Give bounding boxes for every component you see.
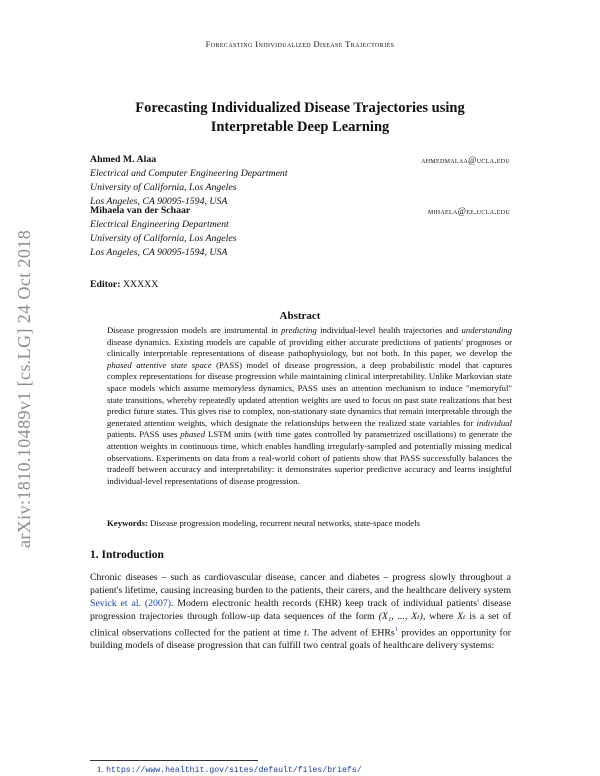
title-line-2: Interpretable Deep Learning — [210, 119, 390, 135]
math-expression: (X₁, ..., Xₜ) — [378, 611, 423, 622]
abstract-segment: Disease progression models are instrumental in — [107, 325, 282, 335]
introduction-paragraph — [90, 571, 511, 652]
math-expression: t — [303, 627, 307, 639]
editor-value: XXXXX — [122, 279, 159, 290]
intro-segment: . The advent of EHRs — [306, 627, 395, 639]
abstract-segment: (PASS) model of disease progression, a deep probabilistic model that captures complex representations for disease progression while maintaining clinical interpretability. Unlike Markovian state space models which assume memoryless dynamics, PASS uses an attention mechanism to induce "memoryful" state transitions, whereby repeatedly updated attention weights are used to focus on past state realizations that best predict future states. This gives rise to complex, non-stationary state dynamics that remain interpretable through the generated attention weights, which designate the relationships between the realized state variables for — [107, 359, 512, 428]
intro-segment: Chronic diseases – such as cardiovascular disease, cancer and diabetes – progress slowly throughout a patient's lifetime, causing increasing burden to the patients, their carers, and the healthcare delivery system — [90, 572, 511, 596]
author-affiliation-line: Los Angeles, CA 90095-1594, USA — [90, 247, 228, 258]
author-affiliation-line: University of California, Los Angeles — [90, 182, 237, 193]
author-affiliation-line: Electrical Engineering Department — [90, 219, 229, 230]
title-line-1: Forecasting Individualized Disease Trajectories using — [135, 100, 465, 116]
author-block-1 — [90, 153, 510, 209]
intro-segment: . Modern electronic health records (EHR) keep track of individual patients' disease progression trajectories through follow-up data sequences of the form — [90, 598, 511, 622]
author-affiliation-line: University of California, Los Angeles — [90, 233, 237, 244]
abstract-emphasis: individual — [476, 417, 512, 428]
abstract-heading: Abstract — [279, 310, 321, 322]
footnote-marker[interactable]: 1 — [394, 626, 398, 633]
footnote-number: 1. — [97, 765, 104, 774]
abstract-segment: disease dynamics. Existing models are capable of providing either accurate predictions of patients' prognoses or clinically interpretable representations of disease pathophysiology, but not both. In this paper, we develop the — [107, 336, 512, 359]
abstract-emphasis: predicting — [281, 325, 317, 335]
author-affiliation-line: Los Angeles, CA 90095-1594, USA — [90, 196, 228, 207]
citation-link[interactable]: Sevick et al. (2007) — [90, 598, 171, 609]
abstract-text — [107, 325, 512, 487]
abstract-emphasis: phased — [180, 429, 206, 440]
editor-label: Editor: — [90, 279, 121, 290]
intro-segment: is a set of clinical observations collected for the patient at time — [90, 611, 512, 639]
running-head: Forecasting Individualized Disease Trajectories — [205, 39, 395, 49]
author-affiliation-line: Electrical and Computer Engineering Department — [90, 168, 288, 179]
footnote-url-link[interactable]: https://www.healthit.gov/sites/default/files/briefs/ — [106, 766, 362, 775]
abstract-segment: patients. PASS uses — [107, 429, 181, 440]
author-email[interactable]: ahmedmalaa@ucla.edu — [421, 155, 510, 165]
intro-segment: provides an opportunity for building models of disease progression that can fulfill two central goals of healthcare delivery systems: — [90, 627, 511, 652]
editor-line — [90, 279, 158, 290]
abstract-segment: LSTM units (with time gates controlled by parametrized oscillations) to generate the attention weights in continuous time, which enables handling irregularly-sampled and potentially missing medical observations. Experiments on data from a real-world cohort of patients show that PASS successfully balances the tradeoff between accuracy and interpretability: it demonstrates superior predictive accuracy and learns insightful individual-level representations of disease progression. — [107, 429, 512, 486]
abstract-emphasis: understanding — [461, 325, 512, 335]
math-expression: Xₜ — [457, 611, 466, 622]
footnote — [97, 765, 362, 775]
author-name: Mihaela van der Schaar — [90, 205, 191, 216]
author-block-2 — [90, 204, 510, 260]
keywords-line — [107, 518, 512, 530]
author-name: Ahmed M. Alaa — [90, 154, 157, 165]
footnote-divider — [90, 760, 258, 761]
keywords-label: Keywords: — [107, 518, 148, 528]
keywords-value: Disease progression modeling, recurrent neural networks, state-space models — [150, 518, 420, 528]
intro-segment: , where — [422, 611, 458, 622]
author-email[interactable]: mihaela@ee.ucla.edu — [427, 206, 510, 216]
arxiv-identifier-stamp: arXiv:1810.10489v1 [cs.LG] 24 Oct 2018 — [14, 229, 34, 548]
abstract-emphasis: phased attentive state space — [107, 359, 212, 370]
paper-title — [90, 99, 510, 137]
abstract-segment: individual-level health trajectories and — [316, 325, 462, 335]
section-heading: 1. Introduction — [90, 549, 164, 561]
